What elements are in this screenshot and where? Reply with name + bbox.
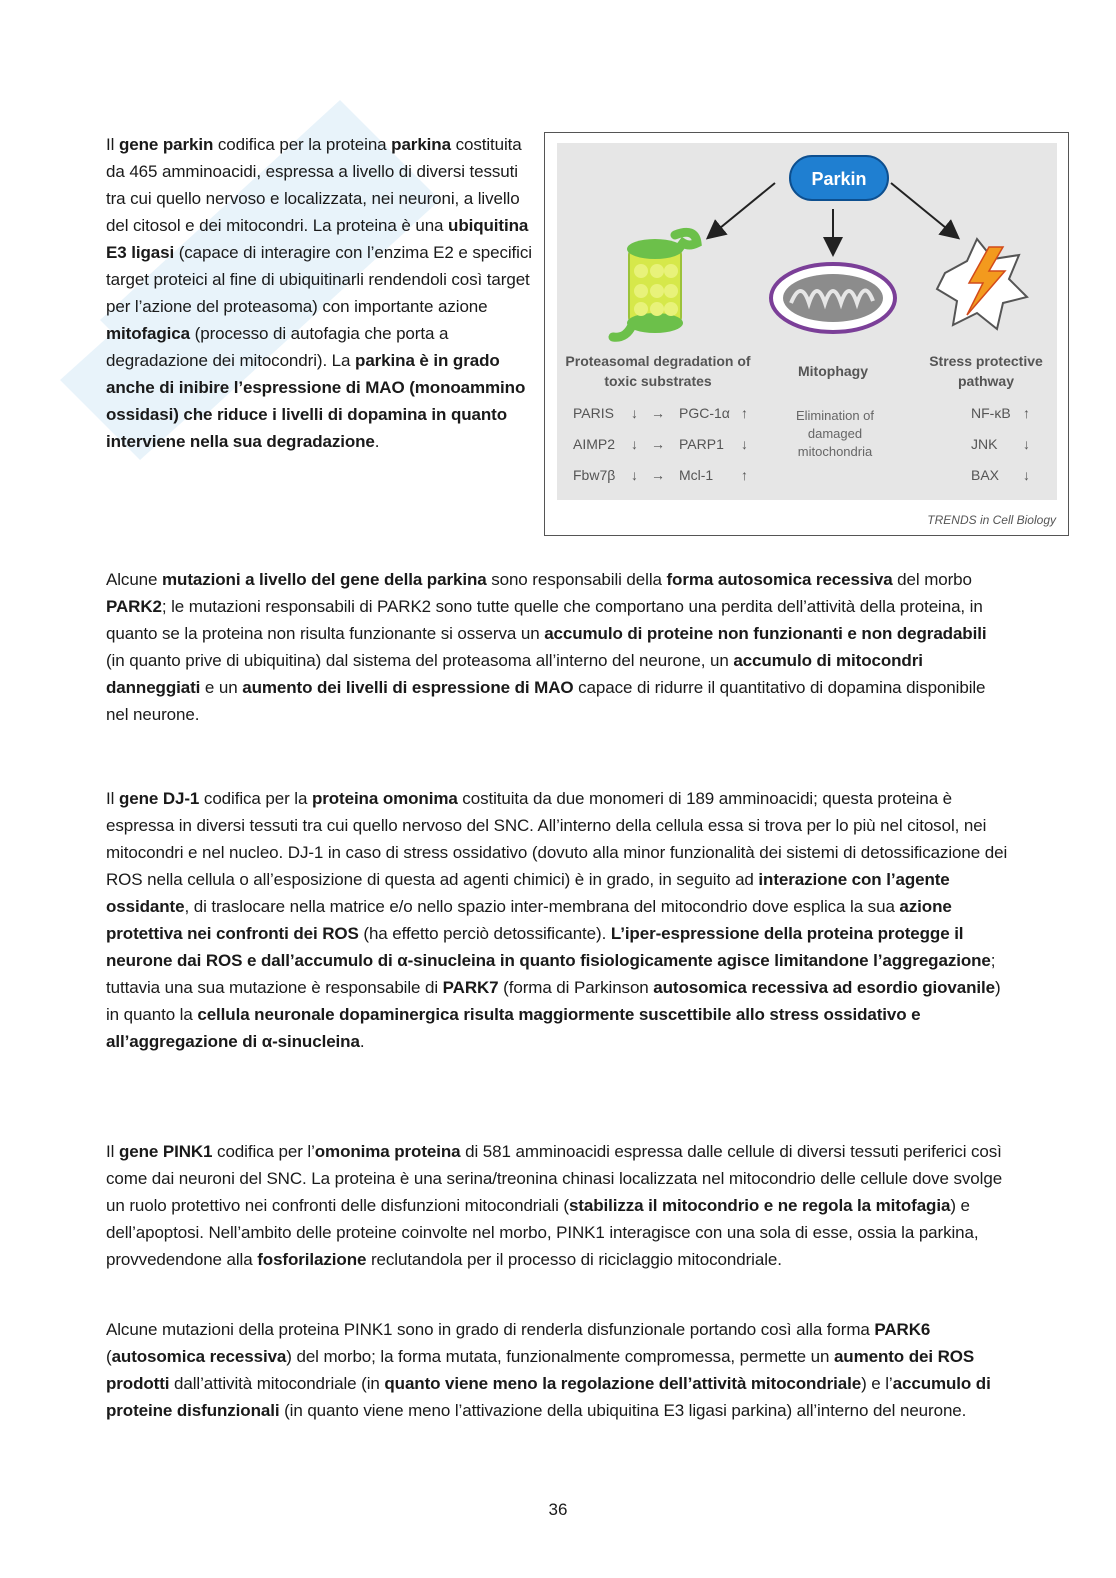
parkin-node: Parkin: [789, 155, 889, 201]
bold-segment: omonima proteina: [314, 1142, 461, 1161]
text-segment: codifica per la proteina: [213, 135, 392, 154]
bold-segment: gene PINK1: [118, 1142, 213, 1161]
bold-segment: parkina: [391, 135, 451, 154]
text-segment: ) in quanto la: [106, 978, 1001, 1024]
text-segment: reclutandola per il processo di riciclaggio mitocondriale.: [366, 1250, 782, 1269]
bold-segment: proteina omonima: [311, 789, 458, 808]
text-segment: ; tuttavia una sua mutazione è responsabile di: [106, 951, 996, 997]
text-segment: (processo di autofagia che porta a degradazione dei mitocondri). La: [106, 324, 449, 370]
paragraph-parkin: [106, 131, 536, 455]
figure-panel: [557, 143, 1057, 500]
bold-segment: autosomica recessiva: [111, 1347, 287, 1366]
bold-segment: interazione con l’agente ossidante: [106, 870, 950, 916]
parkin-figure: [544, 132, 1069, 536]
paragraph-dj1: [106, 785, 1008, 1055]
text-segment: codifica per l’: [212, 1142, 315, 1161]
col1-row: [573, 436, 753, 452]
col3-row: [971, 405, 1035, 421]
text-segment: ) e dell’apoptosi. Nell’ambito delle proteine coinvolte nel morbo, PINK1 interagisce con una sola di esse, ossia la parkina, provvedendone alla: [106, 1196, 979, 1269]
proteasome-icon: [613, 232, 697, 337]
row-cell: PGC-1α: [679, 405, 730, 421]
bold-segment: L’iper-espressione della proteina protegge il neurone dai ROS e dall’accumulo di α-sinucleina in quanto fisiologicamente agisce limitandone l’aggregazione: [106, 924, 991, 970]
paragraph-pink1: [106, 1138, 1006, 1273]
row-cell: ↓: [1023, 436, 1030, 452]
row-cell: ↓: [1023, 467, 1030, 483]
paragraph-park6: [106, 1316, 1006, 1424]
arrow-right-icon: →: [651, 436, 665, 452]
bold-segment: parkina è in grado anche di inibire l’espressione di MAO (monoammino ossidasi) che riduce i livelli di dopamina in quanto interviene nella sua degradazione: [106, 351, 526, 451]
text-segment: sono responsabili della: [486, 570, 667, 589]
text-segment: (ha effetto perciò detossificante).: [358, 924, 611, 943]
row-cell: BAX: [971, 467, 1000, 483]
text-segment: di 581 amminoacidi espressa dalle cellule di diversi tessuti periferici così come dai neuroni del SNC. La proteina è una serina/treonina chinasi localizzata nel mitocondrio delle cellule dove svolge un ruolo protettivo nei confronti delle disfunzioni mitocondriali (: [106, 1142, 1003, 1215]
row-cell: NF-κB: [971, 405, 1011, 421]
bold-segment: cellula neuronale dopaminergica risulta maggiormente suscettibile allo stress ossidativo e all’aggregazione di α-sinucleina: [106, 1005, 921, 1051]
bold-segment: aumento dei livelli di espressione di MAO: [242, 678, 574, 697]
text-segment: ) del morbo; la forma mutata, funzionalmente compromessa, permette un: [286, 1347, 834, 1366]
text-segment: Alcune: [106, 570, 163, 589]
text-segment: codifica per la: [199, 789, 312, 808]
bold-segment: PARK6: [874, 1320, 931, 1339]
bold-segment: accumulo di proteine disfunzionali: [106, 1374, 991, 1420]
col1-row: [573, 467, 753, 483]
row-cell: ↓: [741, 436, 748, 452]
stress-lightning-icon: [937, 239, 1027, 329]
col1-title: Proteasomal degradation of toxic substrates: [565, 353, 751, 389]
text-segment: dall’attività mitocondriale (in: [169, 1374, 385, 1393]
arrow-left: [709, 183, 775, 237]
text-segment: (: [106, 1347, 112, 1366]
bold-segment: quanto viene meno la regolazione dell’attività mitocondriale: [384, 1374, 862, 1393]
text-segment: (forma di Parkinson: [498, 978, 654, 997]
bold-segment: autosomica recessiva ad esordio giovanile: [653, 978, 996, 997]
figure-credit: TRENDS in Cell Biology: [927, 513, 1056, 527]
col3-title: Stress protective pathway: [929, 353, 1043, 389]
text-segment: .: [374, 432, 380, 451]
col1-row: [573, 405, 753, 421]
col2-title: Mitophagy: [798, 363, 868, 379]
col3-row: [971, 467, 1035, 483]
col3-row: [971, 436, 1035, 452]
text-segment: costituita da 465 amminoacidi, espressa a livello di diversi tessuti tra cui quello nervoso e localizzata, nei neuroni, a livello del citosol e dei mitocondri. La proteina è una: [106, 135, 522, 235]
row-cell: ↑: [1023, 405, 1030, 421]
row-cell: ↓: [631, 405, 638, 421]
row-cell: Mcl-1: [679, 467, 714, 483]
row-cell: ↑: [741, 405, 748, 421]
paragraph-park2: [106, 566, 1006, 728]
arrow-right-icon: →: [651, 467, 665, 483]
mitophagy-note: Elimination of damaged mitochondria: [795, 408, 875, 459]
text-segment: Il: [106, 789, 119, 808]
row-cell: ↑: [741, 467, 748, 483]
row-cell: PARIS: [573, 405, 614, 421]
text-segment: (in quanto viene meno l’attivazione della ubiquitina E3 ligasi parkina) all’interno del neurone.: [279, 1401, 967, 1420]
row-cell: Fbw7β: [573, 467, 616, 483]
text-segment: ; le mutazioni responsabili di PARK2 sono tutte quelle che comportano una perdita dell’attività della proteina, in quanto se la proteina non risulta funzionante si osserva un: [106, 597, 983, 643]
bold-segment: aumento dei ROS prodotti: [106, 1347, 975, 1393]
bold-segment: ubiquitina E3 ligasi: [106, 216, 529, 262]
bold-segment: fosforilazione: [257, 1250, 367, 1269]
bold-segment: accumulo di mitocondri danneggiati: [106, 651, 923, 697]
text-segment: ) e l’: [861, 1374, 893, 1393]
bold-segment: PARK7: [442, 978, 499, 997]
bold-segment: PARK2: [106, 597, 162, 616]
text-segment: e un: [200, 678, 243, 697]
row-cell: ↓: [631, 467, 638, 483]
text-segment: costituita da due monomeri di 189 amminoacidi; questa proteina è espressa in diversi tessuti tra cui quello nervoso del SNC. All’interno della cellula essa si trova per lo più nel citosol, nei mitocondri e nel nucleo. DJ-1 in caso di stress ossidativo (dovuto alla minor funzionalità dei sistemi di detossificazione dei ROS nella cellula o all’esposizione di questa ad agenti chimici) è in grado, in seguito ad: [106, 789, 1008, 889]
row-cell: ↓: [631, 436, 638, 452]
bold-segment: forma autosomica recessiva: [666, 570, 893, 589]
bold-segment: accumulo di proteine non funzionanti e non degradabili: [544, 624, 987, 643]
text-segment: , di traslocare nella matrice e/o nello spazio inter-membrana del mitocondrio dove esplica la sua: [184, 897, 900, 916]
text-segment: (in quanto prive di ubiquitina) dal sistema del proteasoma all’interno del neurone, un: [106, 651, 734, 670]
arrow-right-icon: →: [651, 405, 665, 421]
text-segment: del morbo: [892, 570, 972, 589]
bold-segment: gene DJ-1: [118, 789, 200, 808]
text-segment: (capace di interagire con l’enzima E2 e specifici target proteici al fine di ubiquitinarli rendendoli così target per l’azione del proteasoma) con importante azione: [106, 243, 532, 316]
text-segment: Il: [106, 135, 119, 154]
arrow-right: [891, 183, 957, 237]
row-cell: AIMP2: [573, 436, 616, 452]
row-cell: PARP1: [679, 436, 724, 452]
bold-segment: mitofagica: [106, 324, 191, 343]
bold-segment: mutazioni a livello del gene della parkina: [162, 570, 487, 589]
bold-segment: azione protettiva nei confronti dei ROS: [106, 897, 952, 943]
bold-segment: stabilizza il mitocondrio e ne regola la mitofagia: [568, 1196, 951, 1215]
row-cell: JNK: [971, 436, 998, 452]
mitochondrion-icon: [771, 264, 895, 332]
text-segment: .: [359, 1032, 365, 1051]
page-number: 36: [548, 1500, 568, 1519]
bold-segment: gene parkin: [118, 135, 214, 154]
text-segment: Alcune mutazioni della proteina PINK1 sono in grado di renderla disfunzionale portando così alla forma: [106, 1320, 875, 1339]
text-segment: capace di ridurre il quantitativo di dopamina disponibile nel neurone.: [106, 678, 986, 724]
text-segment: Il: [106, 1142, 119, 1161]
